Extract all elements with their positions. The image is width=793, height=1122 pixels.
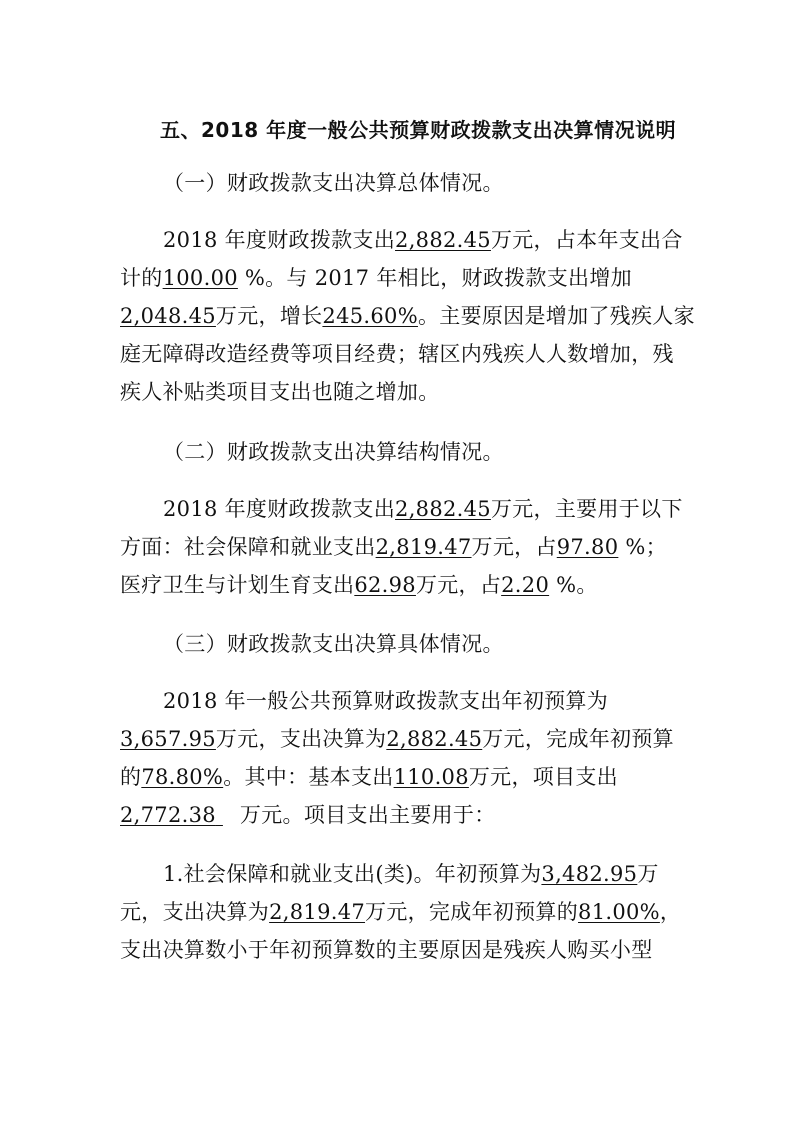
text: 。其中：基本支出 [223,765,394,789]
page-title: 五、2018 年度一般公共预算财政拨款支出决算情况说明 [160,118,677,142]
health-share: 2.20 [501,573,550,597]
growth-value: 245.60% [322,304,418,328]
total-expenditure-value: 2,882.45 [395,497,491,521]
item1-line3: 支出决算数小于年初预算数的主要原因是残疾人购买小型 [120,938,653,962]
section1-line2 [120,262,632,292]
text: 。主要原因是增加了残疾人家 [417,304,695,328]
text: 万元，完成年初预算的 [365,900,579,924]
text: %。与 2017 年相比，财政拨款支出增加 [237,266,632,290]
text: 的 [120,765,142,789]
text: %； [618,535,667,559]
share-value: 100.00 [162,266,238,290]
text: 元，支出决算为 [120,900,270,924]
text: 医疗卫生与计划生育支出 [120,573,355,597]
project-expenditure-value: 2,772.38 [120,803,216,827]
text: 方面：社会保障和就业支出 [120,535,376,559]
text: 万元。项目支出主要用于： [239,803,496,827]
section1-line1 [163,224,683,254]
section2-line3 [120,569,598,599]
text: 万元，主要用于以下 [490,497,683,521]
text: 万元，占 [471,535,557,559]
section1-line4: 庭无障碍改造经费等项目经费；辖区内残疾人人数增加，残 [120,342,674,366]
final-value: 2,882.45 [386,727,483,751]
text: 万元，占本年支出合 [490,228,683,252]
section2-line2 [120,531,667,561]
section1-line3 [120,300,695,330]
social-security-value: 2,819.47 [375,535,472,559]
health-value: 62.98 [354,573,416,597]
section2-heading: （二）财政拨款支出决算结构情况。 [163,440,504,464]
text: 万元，占 [415,573,502,597]
text: 万元，增长 [215,304,323,328]
section1-heading: （一）财政拨款支出决算总体情况。 [163,171,504,195]
text: 1.社会保障和就业支出(类)。年初预算为 [163,862,542,886]
text: 万元，支出决算为 [215,727,387,751]
budget-value: 3,657.95 [120,727,216,751]
text: 万元，项目支出 [468,765,618,789]
text: %。 [549,573,598,597]
increase-value: 2,048.45 [120,304,216,328]
section3-line2 [120,723,674,753]
section3-line4 [120,799,496,829]
basic-expenditure-value: 110.08 [393,765,469,789]
text: 2018 年度财政拨款支出 [163,497,396,521]
text: 计的 [120,266,163,290]
underline-padding [216,803,240,827]
item1-line2 [120,896,681,926]
text: 2018 年度财政拨款支出 [163,228,396,252]
section3-heading: （三）财政拨款支出决算具体情况。 [163,632,504,656]
total-expenditure-value: 2,882.45 [395,228,491,252]
text: 万 [637,862,659,886]
item1-budget-value: 3,482.95 [541,862,638,886]
section3-line1: 2018 年一般公共预算财政拨款支出年初预算为 [163,689,609,713]
section3-line3 [120,761,618,791]
section2-line1 [163,493,683,523]
item1-completion-value: 81.00% [578,900,660,924]
completion-value: 78.80% [141,765,224,789]
text: 万元，完成年初预算 [482,727,674,751]
social-security-share: 97.80 [556,535,619,559]
item1-line1 [163,858,659,888]
item1-final-value: 2,819.47 [269,900,366,924]
section1-line5: 疾人补贴类项目支出也随之增加。 [120,380,440,404]
text: ， [659,900,682,924]
